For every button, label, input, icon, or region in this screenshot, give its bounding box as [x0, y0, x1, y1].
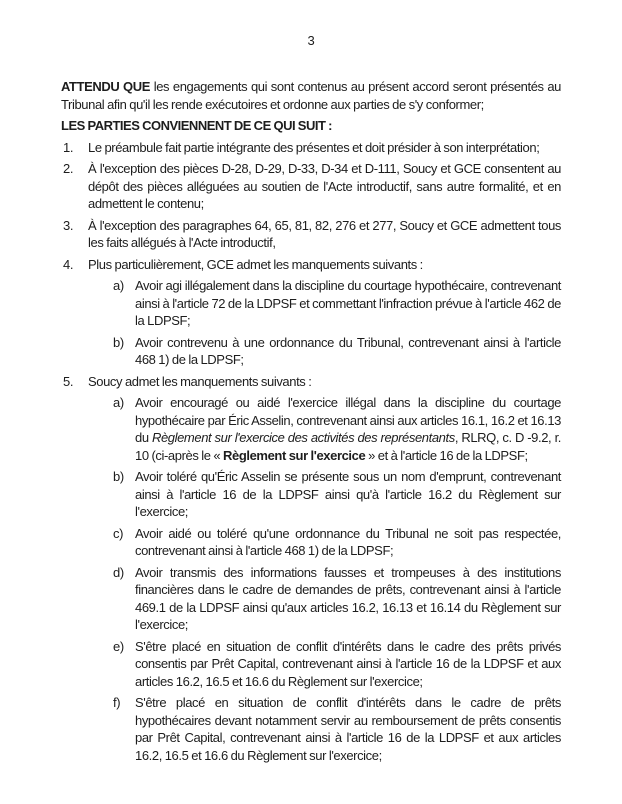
subitem-5a	[111, 394, 561, 464]
page-number: 3	[307, 33, 315, 48]
item-marker: 1.	[63, 139, 74, 155]
item-text	[88, 373, 561, 391]
subitem-marker: e)	[113, 638, 124, 654]
subitem-4b	[111, 334, 561, 369]
subitem-text	[135, 525, 561, 560]
list-item-2	[61, 160, 561, 213]
item-text	[88, 256, 561, 274]
text-run: Le préambule fait partie intégrante des présentes et doit présider à son interprétation;	[88, 139, 540, 155]
text-run: Avoir transmis des informations fausses et trompeuses à des institutions financières dans le cadre de demandes de prêts, contrevenant ainsi à l'article 469.1 de la LDPSF ainsi qu'aux articles 16.2, 16.13 et 16.14 du Règlement sur l'exercice;	[135, 564, 561, 632]
text-run: Avoir aidé ou toléré qu'une ordonnance du Tribunal ne soit pas respectée, contrevenant ainsi à l'article 468 1) de la LDPSF;	[135, 525, 561, 558]
text-run: Soucy admet les manquements suivants :	[88, 373, 312, 389]
item-text	[88, 217, 561, 252]
text-run: Plus particulièrement, GCE admet les manquements suivants :	[88, 256, 423, 272]
text-run: À l'exception des pièces D-28, D-29, D-33, D-34 et D-111, Soucy et GCE consentent au dépôt des pièces alléguées au soutien de l'Acte introductif, sans autre formalité, et en admettent le contenu;	[88, 161, 561, 211]
subitem-text	[135, 468, 561, 521]
list-item-3	[61, 217, 561, 252]
subitem-5e	[111, 638, 561, 691]
subitem-marker: a)	[113, 395, 124, 410]
item-text	[88, 160, 561, 213]
subitem-5d	[111, 564, 561, 634]
text-run: Avoir agi illégalement dans la discipline du courtage hypothécaire, contrevenant ainsi à l'article 72 de la LDPSF et commettant l'infraction prévue à l'article 462 de la LDPSF;	[135, 278, 561, 328]
item-text	[88, 139, 561, 157]
text-run: Avoir encouragé ou aidé l'exercice illégal dans la discipline du courtage hypothécaire par Éric Asselin, contrevenant ainsi aux articles 16.1, 16.2 et 16.13 du	[135, 395, 561, 445]
preamble-paragraph	[61, 78, 561, 113]
item-marker: 4.	[63, 256, 74, 272]
subitem-text	[135, 277, 561, 330]
text-run: Règlement sur l'exercice des activités des représentants	[151, 430, 455, 445]
list-item-1	[61, 139, 561, 157]
agreement-heading: LES PARTIES CONVIENNENT DE CE QUI SUIT :	[61, 118, 332, 133]
subitem-5f	[111, 694, 561, 764]
subitem-5c	[111, 525, 561, 560]
subitem-text	[135, 638, 561, 691]
subitem-text	[135, 694, 561, 764]
text-run: S'être placé en situation de conflit d'intérêts dans le cadre de prêts hypothécaires devant notamment servir au remboursement de prêts consentis par Prêt Capital, contrevenant ainsi à l'article 16 de la LDPSF et aux articles 16.2, 16.5 et 16.6 du Règlement sur l'exercice;	[135, 695, 561, 763]
list-item-4	[61, 256, 561, 274]
subitem-text	[135, 394, 561, 464]
text-run: , RLRQ, c. D -9.2, r. 10 (ci-après le «	[135, 430, 561, 463]
subitem-marker: f)	[113, 695, 121, 710]
item-marker: 2.	[63, 161, 74, 176]
text-run: Règlement sur l'exercice	[223, 447, 366, 463]
list-item-5	[61, 373, 561, 391]
subitem-4a	[111, 277, 561, 330]
subitem-5b	[111, 468, 561, 521]
text-run: À l'exception des paragraphes 64, 65, 81, 82, 276 et 277, Soucy et GCE admettent tous les faits allégués à l'Acte introductif,	[88, 217, 561, 250]
subitem-marker: d)	[113, 564, 124, 580]
subitem-marker: b)	[113, 469, 124, 484]
item-marker: 5.	[63, 373, 74, 389]
text-run: » et à l'article 16 de la LDPSF;	[365, 447, 528, 463]
subitem-marker: a)	[113, 278, 124, 293]
text-run: S'être placé en situation de conflit d'intérêts dans le cadre des prêts privés consentis par Prêt Capital, contrevenant ainsi à l'article 16 de la LDPSF et aux articles 16.2, 16.5 et 16.6 du Règlement sur l'exercice;	[135, 638, 561, 689]
text-run: Avoir contrevenu à une ordonnance du Tribunal, contrevenant ainsi à l'article 468 1) de la LDPSF;	[135, 334, 561, 367]
item-marker: 3.	[63, 217, 74, 233]
subitem-marker: b)	[113, 334, 124, 350]
document-body	[61, 78, 561, 764]
subitem-text	[135, 564, 561, 634]
text-run: Avoir toléré qu'Éric Asselin se présente sous un nom d'emprunt, contrevenant ainsi à l'article 16 de la LDPSF ainsi qu'à l'article 16.2 du Règlement sur l'exercice;	[135, 469, 561, 519]
text-run: les engagements qui sont contenus au présent accord seront présentés au Tribunal afin qu'il les rende exécutoires et ordonne aux parties de s'y conformer;	[61, 79, 562, 112]
subitem-text	[135, 334, 561, 369]
subitem-marker: c)	[113, 525, 124, 541]
text-run: ATTENDU QUE	[61, 79, 151, 94]
